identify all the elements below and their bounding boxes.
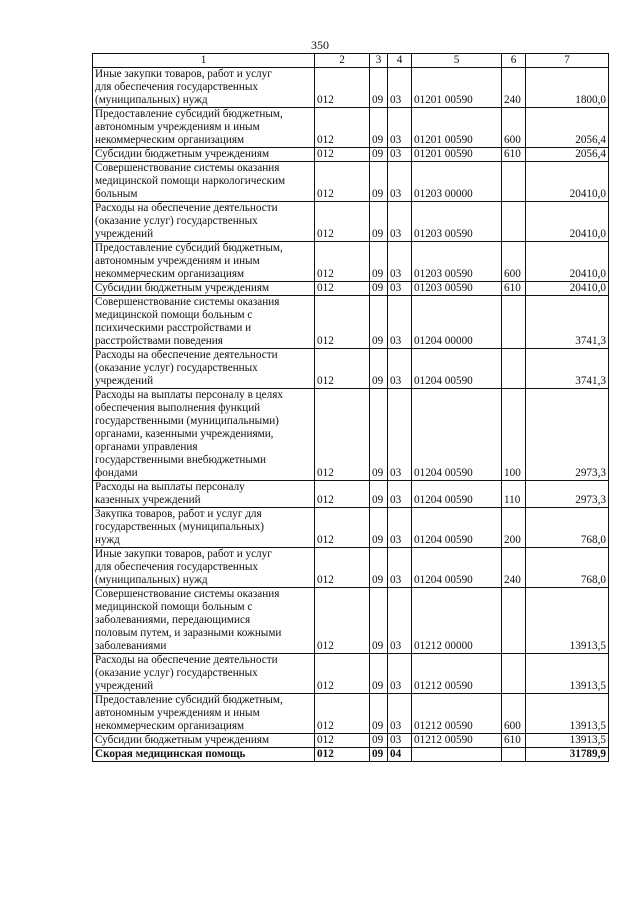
cell-c6: 110	[502, 481, 526, 508]
table-row	[93, 548, 609, 588]
row-name-line: для обеспечения государственных	[95, 81, 259, 93]
row-name-line: Расходы на обеспечение деятельности	[95, 202, 278, 214]
row-name-cell	[93, 108, 315, 148]
row-name-line: казенных учреждений	[95, 494, 201, 506]
table-row	[93, 748, 609, 762]
target-article-direction: 00590	[444, 282, 473, 294]
cell-c3: 09	[370, 694, 388, 734]
row-name-line: автономным учреждениям и иным	[95, 121, 260, 133]
cell-target-article	[412, 148, 502, 162]
row-name-cell	[93, 734, 315, 748]
target-article-direction: 00590	[444, 494, 473, 506]
page-number: 350	[311, 38, 329, 52]
row-name-line: некоммерческим организациям	[95, 720, 245, 732]
row-name-line: психическими расстройствами и	[95, 322, 252, 334]
cell-target-article	[412, 108, 502, 148]
target-article-program: 01212	[414, 734, 442, 746]
column-header: 5	[412, 54, 502, 68]
cell-c2: 012	[315, 734, 370, 748]
cell-c6	[502, 296, 526, 349]
cell-c2: 012	[315, 481, 370, 508]
row-name-line: Иные закупки товаров, работ и услуг	[95, 68, 272, 80]
row-name-line: Расходы на выплаты персоналу в целях	[95, 389, 283, 401]
cell-c6: 610	[502, 148, 526, 162]
cell-c4: 03	[388, 148, 412, 162]
row-name-line: больным	[95, 188, 138, 200]
row-name-cell	[93, 481, 315, 508]
cell-c4: 03	[388, 282, 412, 296]
row-name-line: Расходы на выплаты персоналу	[95, 481, 245, 493]
table-row	[93, 68, 609, 108]
row-name-line: учреждений	[95, 375, 154, 387]
cell-c6: 100	[502, 389, 526, 481]
target-article-direction: 00590	[444, 375, 473, 387]
target-article-program: 01203	[414, 228, 442, 240]
cell-c2: 012	[315, 162, 370, 202]
column-header: 1	[93, 54, 315, 68]
target-article-program: 01203	[414, 282, 442, 294]
cell-c3: 09	[370, 282, 388, 296]
cell-c6	[502, 654, 526, 694]
table-row	[93, 734, 609, 748]
cell-c4: 03	[388, 389, 412, 481]
row-name-line: органами, казенными учреждениями,	[95, 428, 274, 440]
cell-c6: 600	[502, 108, 526, 148]
row-name-line: государственными внебюджетными	[95, 454, 266, 466]
table-row	[93, 108, 609, 148]
row-name-line: учреждений	[95, 680, 154, 692]
row-name-line: заболеваниями	[95, 640, 167, 652]
target-article-direction: 00590	[444, 720, 473, 732]
cell-c3: 09	[370, 349, 388, 389]
cell-c2: 012	[315, 68, 370, 108]
cell-c2: 012	[315, 202, 370, 242]
row-name-line: Расходы на обеспечение деятельности	[95, 349, 278, 361]
cell-c6	[502, 162, 526, 202]
row-name-cell	[93, 349, 315, 389]
cell-target-article	[412, 694, 502, 734]
target-article-program: 01212	[414, 720, 442, 732]
table-row	[93, 694, 609, 734]
cell-c4: 03	[388, 734, 412, 748]
target-article-direction: 00590	[444, 574, 473, 586]
target-article-program: 01212	[414, 680, 442, 692]
cell-target-article	[412, 734, 502, 748]
cell-c3: 09	[370, 481, 388, 508]
cell-c2: 012	[315, 548, 370, 588]
target-article-program: 01204	[414, 574, 442, 586]
cell-c2: 012	[315, 282, 370, 296]
target-article-program: 01204	[414, 375, 442, 387]
cell-c6	[502, 349, 526, 389]
cell-c2: 012	[315, 654, 370, 694]
cell-amount: 20410,0	[526, 282, 609, 296]
cell-amount: 31789,9	[526, 748, 609, 762]
cell-target-article	[412, 481, 502, 508]
table-row	[93, 162, 609, 202]
cell-c4: 03	[388, 296, 412, 349]
target-article-direction: 00590	[444, 680, 473, 692]
cell-c2: 012	[315, 148, 370, 162]
cell-c3: 09	[370, 389, 388, 481]
target-article-program: 01204	[414, 494, 442, 506]
row-name-line: Субсидии бюджетным учреждениям	[95, 148, 270, 160]
cell-amount: 2973,3	[526, 481, 609, 508]
row-name-line: некоммерческим организациям	[95, 268, 245, 280]
row-name-cell	[93, 296, 315, 349]
target-article-direction: 00000	[444, 640, 473, 652]
row-name-line: (оказание услуг) государственных	[95, 362, 258, 374]
cell-c6: 240	[502, 68, 526, 108]
cell-amount: 3741,3	[526, 349, 609, 389]
column-header: 2	[315, 54, 370, 68]
table-row	[93, 349, 609, 389]
cell-c6: 200	[502, 508, 526, 548]
cell-amount: 1800,0	[526, 68, 609, 108]
table-row	[93, 654, 609, 694]
cell-amount: 20410,0	[526, 202, 609, 242]
table-row	[93, 242, 609, 282]
target-article-program: 01201	[414, 134, 442, 146]
header-row	[93, 54, 609, 68]
column-header: 7	[526, 54, 609, 68]
cell-amount: 20410,0	[526, 242, 609, 282]
row-name-cell	[93, 162, 315, 202]
row-name-line: Совершенствование системы оказания	[95, 162, 280, 174]
target-article-direction: 00590	[444, 148, 473, 160]
target-article-direction: 00590	[444, 94, 473, 106]
cell-target-article	[412, 296, 502, 349]
budget-table	[92, 53, 609, 762]
row-name-line: учреждений	[95, 228, 154, 240]
row-name-line: (оказание услуг) государственных	[95, 667, 258, 679]
row-name-line: половым путем, и заразными кожными	[95, 627, 282, 639]
cell-c2: 012	[315, 108, 370, 148]
row-name-line: Предоставление субсидий бюджетным,	[95, 108, 283, 120]
table-row	[93, 282, 609, 296]
row-name-cell	[93, 202, 315, 242]
target-article-direction: 00590	[444, 467, 473, 479]
table-row	[93, 389, 609, 481]
cell-c4: 03	[388, 108, 412, 148]
cell-c2: 012	[315, 296, 370, 349]
row-name-line: государственных (муниципальных)	[95, 521, 264, 533]
row-name-line: государственными (муниципальными)	[95, 415, 279, 427]
row-name-line: обеспечения выполнения функций	[95, 402, 261, 414]
cell-target-article	[412, 242, 502, 282]
cell-c3: 09	[370, 148, 388, 162]
column-header: 4	[388, 54, 412, 68]
cell-target-article	[412, 748, 502, 762]
row-name-line: Субсидии бюджетным учреждениям	[95, 282, 270, 294]
row-name-line: Предоставление субсидий бюджетным,	[95, 242, 283, 254]
row-name-line: (муниципальных) нужд	[95, 94, 208, 106]
row-name-line: Иные закупки товаров, работ и услуг	[95, 548, 272, 560]
target-article-program: 01204	[414, 335, 442, 347]
cell-c3: 09	[370, 242, 388, 282]
column-header: 3	[370, 54, 388, 68]
row-name-cell	[93, 694, 315, 734]
target-article-program: 01204	[414, 534, 442, 546]
cell-target-article	[412, 389, 502, 481]
cell-c2: 012	[315, 349, 370, 389]
row-name-line: медицинской помощи больным с	[95, 309, 253, 321]
row-name-line: автономным учреждениям и иным	[95, 255, 260, 267]
cell-c4: 03	[388, 548, 412, 588]
cell-target-article	[412, 548, 502, 588]
cell-amount: 3741,3	[526, 296, 609, 349]
cell-target-article	[412, 282, 502, 296]
table-row	[93, 588, 609, 654]
table-row	[93, 202, 609, 242]
target-article-direction: 00000	[444, 188, 473, 200]
cell-c4: 03	[388, 68, 412, 108]
cell-c3: 09	[370, 296, 388, 349]
row-name-line: расстройствами поведения	[95, 335, 223, 347]
cell-target-article	[412, 202, 502, 242]
row-name-line: некоммерческим организациям	[95, 134, 245, 146]
row-name-cell	[93, 68, 315, 108]
row-name-cell	[93, 654, 315, 694]
cell-amount: 13913,5	[526, 694, 609, 734]
row-name-line: (муниципальных) нужд	[95, 574, 208, 586]
row-name-line: (оказание услуг) государственных	[95, 215, 258, 227]
cell-c4: 04	[388, 748, 412, 762]
cell-c6: 600	[502, 694, 526, 734]
table-row	[93, 148, 609, 162]
row-name-line: фондами	[95, 467, 138, 479]
cell-target-article	[412, 508, 502, 548]
cell-c3: 09	[370, 588, 388, 654]
cell-c6	[502, 748, 526, 762]
row-name-cell	[93, 242, 315, 282]
cell-c4: 03	[388, 481, 412, 508]
target-article-direction: 00590	[444, 228, 473, 240]
cell-c3: 09	[370, 108, 388, 148]
row-name-cell	[93, 389, 315, 481]
target-article-program: 01201	[414, 148, 442, 160]
cell-c6: 610	[502, 734, 526, 748]
cell-c6: 240	[502, 548, 526, 588]
target-article-program: 01204	[414, 467, 442, 479]
target-article-direction: 00590	[444, 734, 473, 746]
target-article-direction: 00590	[444, 268, 473, 280]
table-row	[93, 481, 609, 508]
cell-amount: 2056,4	[526, 148, 609, 162]
cell-target-article	[412, 349, 502, 389]
row-name-line: автономным учреждениям и иным	[95, 707, 260, 719]
row-name-line: медицинской помощи больным с	[95, 601, 253, 613]
row-name-cell	[93, 748, 315, 762]
cell-c4: 03	[388, 588, 412, 654]
cell-c4: 03	[388, 242, 412, 282]
cell-c2: 012	[315, 508, 370, 548]
row-name-line: Расходы на обеспечение деятельности	[95, 654, 278, 666]
cell-amount: 13913,5	[526, 654, 609, 694]
cell-amount: 2973,3	[526, 389, 609, 481]
cell-c3: 09	[370, 748, 388, 762]
cell-c4: 03	[388, 202, 412, 242]
cell-c3: 09	[370, 734, 388, 748]
cell-c3: 09	[370, 162, 388, 202]
row-name-line: нужд	[95, 534, 120, 546]
cell-c4: 03	[388, 349, 412, 389]
row-name-line: Закупка товаров, работ и услуг для	[95, 508, 262, 520]
table-row	[93, 508, 609, 548]
cell-amount: 768,0	[526, 548, 609, 588]
row-name-cell	[93, 588, 315, 654]
cell-target-article	[412, 162, 502, 202]
cell-c6: 600	[502, 242, 526, 282]
cell-c3: 09	[370, 654, 388, 694]
cell-c3: 09	[370, 548, 388, 588]
cell-target-article	[412, 588, 502, 654]
cell-c6	[502, 588, 526, 654]
target-article-program: 01203	[414, 188, 442, 200]
cell-c3: 09	[370, 508, 388, 548]
table-row	[93, 296, 609, 349]
cell-c6	[502, 202, 526, 242]
target-article-program: 01201	[414, 94, 442, 106]
row-name-line: медицинской помощи наркологическим	[95, 175, 286, 187]
cell-c3: 09	[370, 202, 388, 242]
cell-target-article	[412, 654, 502, 694]
cell-c4: 03	[388, 162, 412, 202]
cell-amount: 13913,5	[526, 734, 609, 748]
column-header: 6	[502, 54, 526, 68]
cell-c4: 03	[388, 654, 412, 694]
target-article-direction: 00590	[444, 134, 473, 146]
row-name-line: Субсидии бюджетным учреждениям	[95, 734, 270, 746]
row-name-cell	[93, 148, 315, 162]
target-article-program: 01212	[414, 640, 442, 652]
cell-c3: 09	[370, 68, 388, 108]
cell-c4: 03	[388, 694, 412, 734]
cell-c2: 012	[315, 748, 370, 762]
row-name-line: Совершенствование системы оказания	[95, 588, 280, 600]
row-name-line: органами управления	[95, 441, 198, 453]
cell-target-article	[412, 68, 502, 108]
row-name-cell	[93, 548, 315, 588]
cell-c2: 012	[315, 588, 370, 654]
target-article-direction: 00590	[444, 534, 473, 546]
row-name-line: Совершенствование системы оказания	[95, 296, 280, 308]
cell-c2: 012	[315, 694, 370, 734]
row-name-line: заболеваниями, передающимися	[95, 614, 251, 626]
cell-amount: 2056,4	[526, 108, 609, 148]
cell-c6: 610	[502, 282, 526, 296]
cell-c4: 03	[388, 508, 412, 548]
target-article-program: 01203	[414, 268, 442, 280]
row-name-cell	[93, 508, 315, 548]
row-name-line: для обеспечения государственных	[95, 561, 259, 573]
row-name-line: Предоставление субсидий бюджетным,	[95, 694, 283, 706]
cell-amount: 768,0	[526, 508, 609, 548]
cell-amount: 13913,5	[526, 588, 609, 654]
row-name-cell	[93, 282, 315, 296]
cell-c2: 012	[315, 389, 370, 481]
row-name-line: Скорая медицинская помощь	[95, 748, 246, 760]
cell-amount: 20410,0	[526, 162, 609, 202]
cell-c2: 012	[315, 242, 370, 282]
target-article-direction: 00000	[444, 335, 473, 347]
